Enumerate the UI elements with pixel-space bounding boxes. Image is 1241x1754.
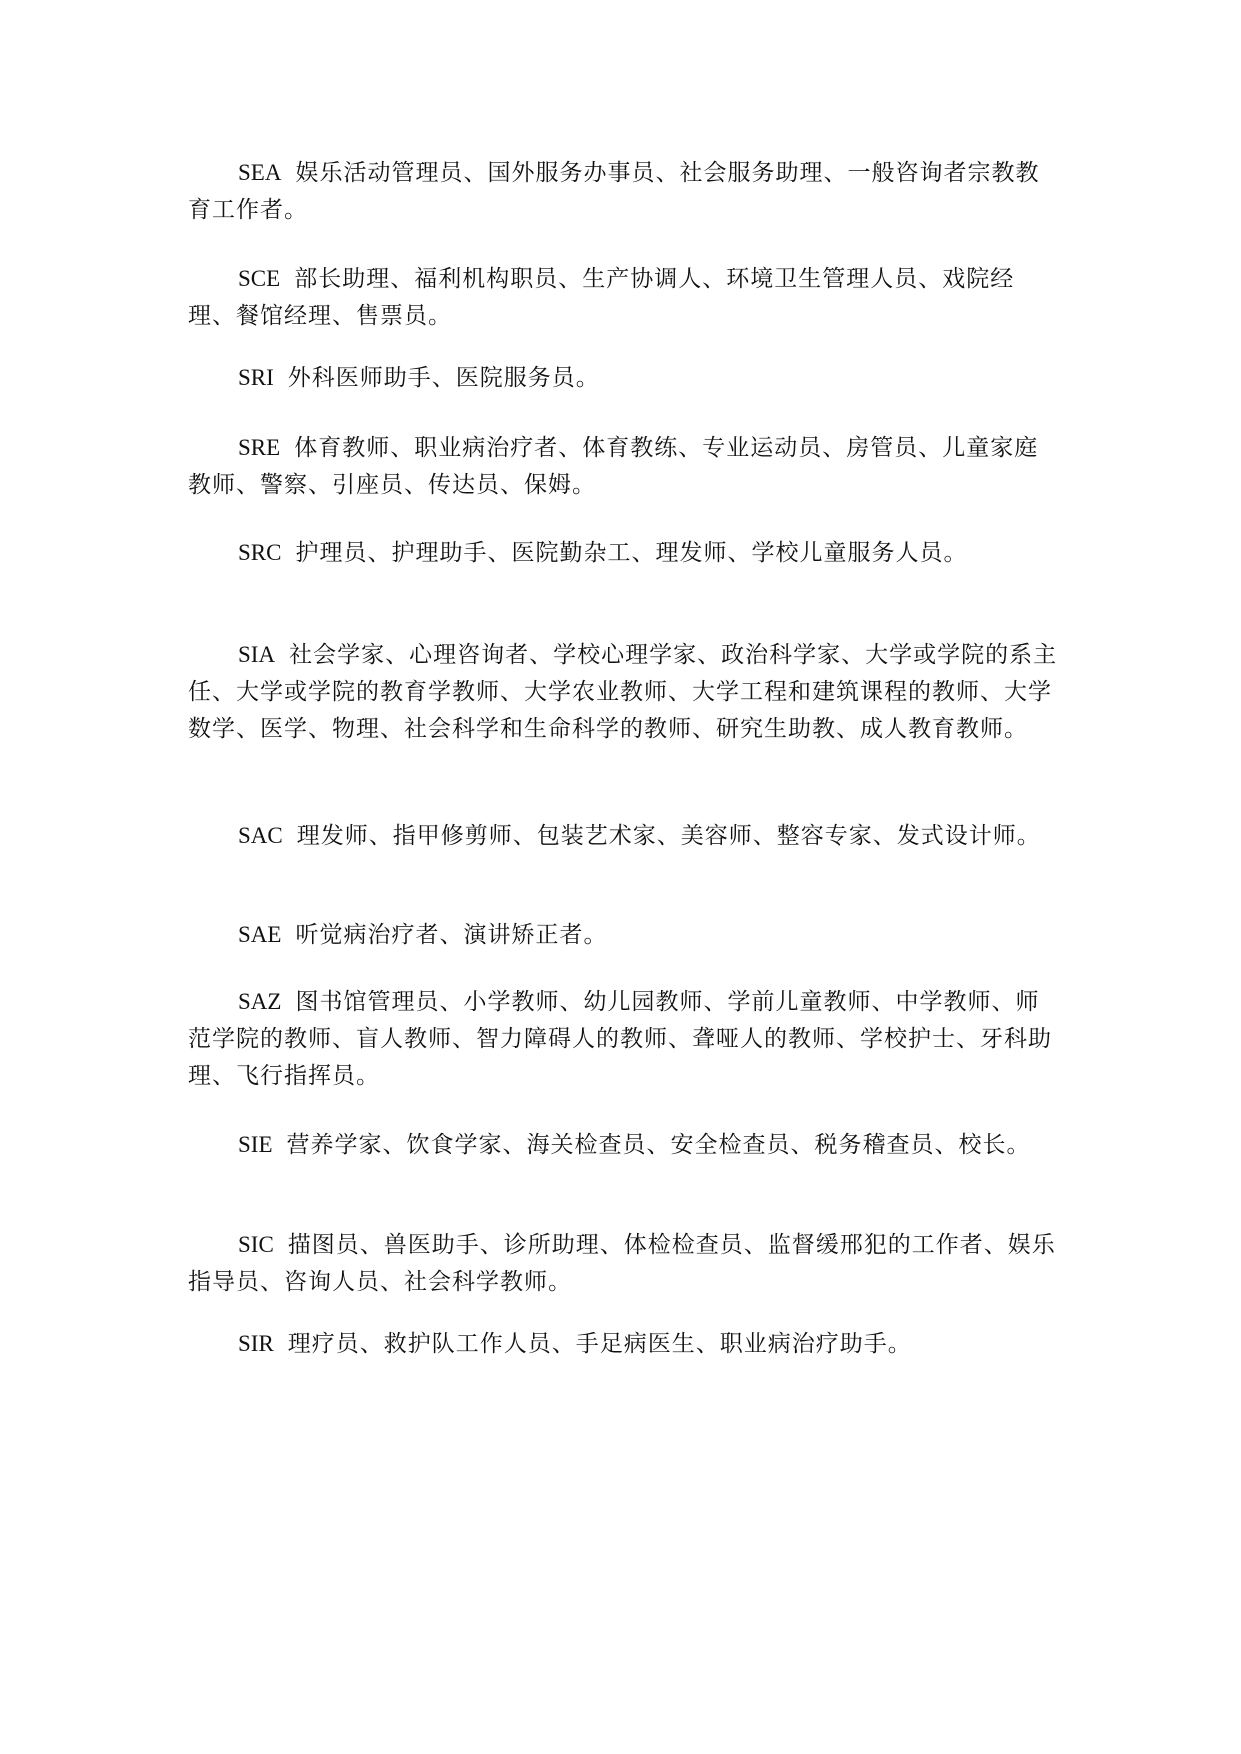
entry-text: 外科医师助手、医院服务员。 <box>287 365 600 391</box>
entry-sae <box>188 916 1060 954</box>
entry-sea <box>188 154 1060 229</box>
entry-sce <box>188 260 1060 335</box>
entry-text: 护理员、护理助手、医院勤杂工、理发师、学校儿童服务人员。 <box>295 540 968 566</box>
entry-code: SAC <box>238 823 283 848</box>
entry-text: 营养学家、饮食学家、海关检查员、安全检查员、税务稽查员、校长。 <box>286 1132 1031 1158</box>
entry-code: SRC <box>238 540 282 565</box>
entry-code: SAZ <box>238 989 282 1014</box>
entry-sie <box>188 1126 1060 1164</box>
entry-sir <box>188 1325 1060 1363</box>
entry-code: SAE <box>238 922 282 947</box>
entry-code: SIA <box>238 642 276 667</box>
entry-saz <box>188 983 1060 1095</box>
entry-code: SRE <box>238 435 281 460</box>
entry-code: SEA <box>238 160 282 185</box>
entry-text: 听觉病治疗者、演讲矫正者。 <box>295 922 608 948</box>
entry-text: 描图员、兽医助手、诊所助理、体检检查员、监督缓邢犯的工作者、娱乐指导员、咨询人员、社会科学教师。 <box>188 1232 1056 1295</box>
entry-sre <box>188 429 1060 504</box>
entry-text: 部长助理、福利机构职员、生产协调人、环境卫生管理人员、戏院经理、餐馆经理、售票员。 <box>188 266 1015 329</box>
entry-text: 图书馆管理员、小学教师、幼儿园教师、学前儿童教师、中学教师、师范学院的教师、盲人教师、智力障碍人的教师、聋哑人的教师、学校护士、牙科助理、飞行指挥员。 <box>188 989 1052 1089</box>
entry-sia <box>188 636 1060 748</box>
entry-code: SCE <box>238 266 281 291</box>
entry-text: 理发师、指甲修剪师、包装艺术家、美容师、整容专家、发式设计师。 <box>296 823 1041 849</box>
entry-text: 娱乐活动管理员、国外服务办事员、社会服务助理、一般咨询者宗教教育工作者。 <box>188 160 1040 223</box>
entry-text: 理疗员、救护队工作人员、手足病医生、职业病治疗助手。 <box>287 1331 912 1357</box>
entry-sac <box>188 817 1060 855</box>
entry-sri <box>188 359 1060 397</box>
entry-code: SIE <box>238 1132 273 1157</box>
entry-code: SIR <box>238 1331 274 1356</box>
entry-code: SIC <box>238 1232 274 1257</box>
entry-src <box>188 534 1060 572</box>
entry-code: SRI <box>238 365 274 390</box>
entry-sic <box>188 1226 1060 1301</box>
entry-text: 社会学家、心理咨询者、学校心理学家、政治科学家、大学或学院的系主任、大学或学院的教育学教师、大学农业教师、大学工程和建筑课程的教师、大学数学、医学、物理、社会科学和生命科学的教师、研究生助教、成人教育教师。 <box>188 642 1058 742</box>
entry-text: 体育教师、职业病治疗者、体育教练、专业运动员、房管员、儿童家庭教师、警察、引座员、传达员、保姆。 <box>188 435 1039 498</box>
